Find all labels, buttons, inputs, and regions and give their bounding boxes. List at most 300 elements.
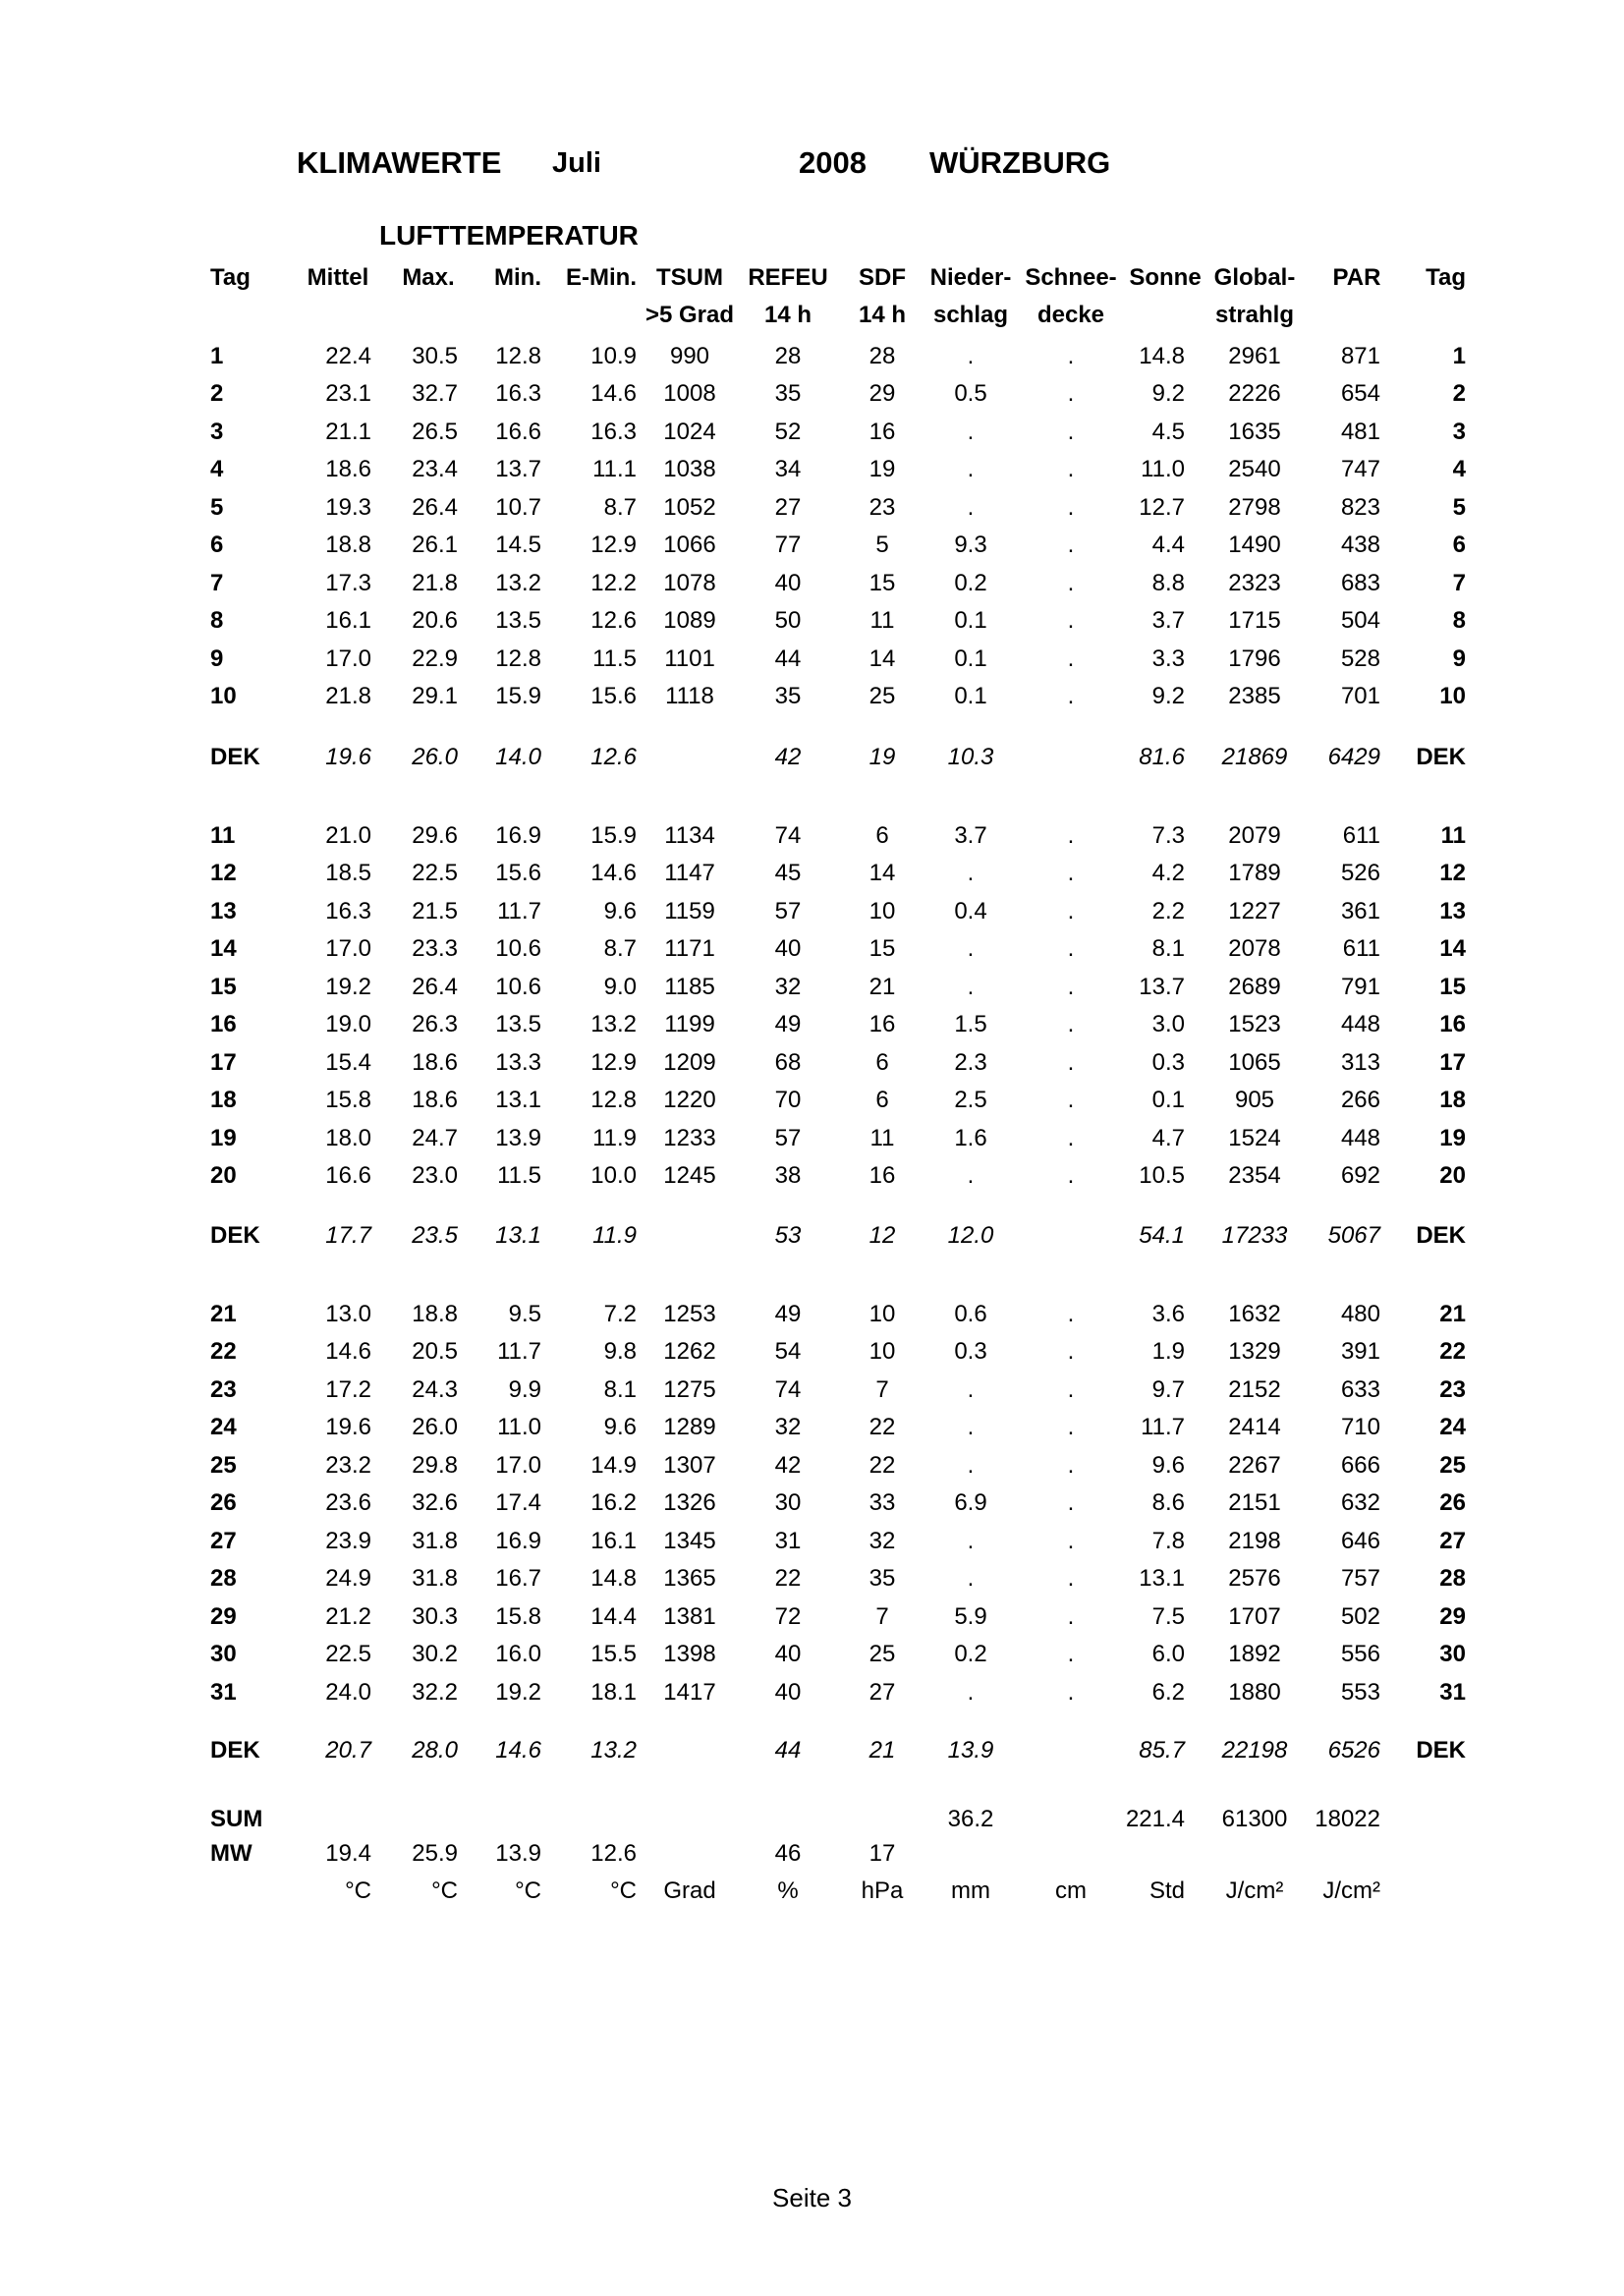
column-header-cell: E-Min. [566, 264, 637, 291]
day-row-cell: 21.1 [325, 419, 371, 445]
day-row-cell: 9.2 [1151, 683, 1185, 709]
day-row-cell: 35 [774, 380, 802, 407]
day-row-cell: 23.3 [412, 935, 458, 962]
day-row-cell: . [1067, 1414, 1075, 1440]
day-row-cell: . [967, 1452, 975, 1479]
sum-row-cell: 221.4 [1125, 1806, 1185, 1832]
day-row-cell: 19.2 [325, 974, 371, 1000]
day-row-cell: 6 [210, 532, 224, 558]
dek-row-cell: 5067 [1327, 1222, 1380, 1249]
day-row-cell: 10 [868, 898, 896, 924]
day-row-cell: 29.1 [412, 683, 458, 709]
dek-row-cell: 28.0 [412, 1737, 458, 1764]
day-row-cell: . [967, 1376, 975, 1403]
day-row-cell: 14.8 [1139, 343, 1185, 369]
day-row-cell: 9.9 [508, 1376, 541, 1403]
day-row-cell: 16.9 [495, 1528, 541, 1554]
day-row-cell: 632 [1340, 1489, 1380, 1516]
day-row-cell: 481 [1340, 419, 1380, 445]
day-row-cell: 16.7 [495, 1565, 541, 1592]
day-row-cell: 2689 [1228, 974, 1281, 1000]
day-row-cell: 15.6 [590, 683, 637, 709]
day-row-cell: 17 [210, 1049, 237, 1076]
day-row-cell: 26.0 [412, 1414, 458, 1440]
dek-row-cell: 17.7 [325, 1222, 371, 1249]
day-row-cell: 1 [1452, 343, 1466, 369]
day-row-cell: . [967, 1414, 975, 1440]
day-row-cell: 0.2 [954, 570, 987, 596]
day-row-cell: 15.8 [495, 1603, 541, 1630]
day-row-cell: 7.2 [603, 1301, 637, 1327]
day-row-cell: 50 [774, 607, 802, 634]
day-row-cell: 29 [868, 380, 896, 407]
day-row-cell: 45 [774, 860, 802, 886]
day-row-cell: 1307 [663, 1452, 716, 1479]
day-row-cell: 7 [875, 1603, 889, 1630]
day-row-cell: 24 [210, 1414, 237, 1440]
day-row-cell: . [1067, 974, 1075, 1000]
day-row-cell: 40 [774, 1641, 802, 1667]
day-row-cell: 11.9 [592, 1125, 637, 1151]
day-row-cell: 22 [774, 1565, 802, 1592]
day-row-cell: 611 [1342, 935, 1380, 962]
day-row-cell: 16.3 [590, 419, 637, 445]
day-row-cell: . [1067, 1528, 1075, 1554]
day-row-cell: 448 [1340, 1125, 1380, 1151]
day-row-cell: 26.4 [412, 974, 458, 1000]
dek-row-cell: 11.9 [592, 1222, 637, 1249]
day-row-cell: 30 [1439, 1641, 1466, 1667]
day-row-cell: 12 [1439, 860, 1466, 886]
day-row-cell: 28 [210, 1565, 237, 1592]
dek-row-cell: 12.6 [590, 744, 637, 770]
day-row-cell: 747 [1340, 456, 1380, 482]
day-row-cell: 0.1 [954, 683, 987, 709]
day-row-cell: 8.7 [603, 935, 637, 962]
day-row-cell: 448 [1340, 1011, 1380, 1037]
day-row-cell: 1892 [1228, 1641, 1281, 1667]
day-row-cell: 10 [868, 1338, 896, 1365]
day-row-cell: 28 [774, 343, 802, 369]
day-row-cell: 9.6 [603, 898, 637, 924]
day-row-cell: 12.8 [495, 343, 541, 369]
column-header-cell: REFEU [748, 264, 828, 291]
day-row-cell: 22.5 [325, 1641, 371, 1667]
day-row-cell: 12.7 [1139, 494, 1185, 521]
day-row-cell: 0.5 [954, 380, 987, 407]
day-row-cell: 24.7 [412, 1125, 458, 1151]
day-row-cell: 77 [774, 532, 802, 558]
units-row-cell: J/cm² [1225, 1877, 1284, 1904]
day-row-cell: 654 [1340, 380, 1380, 407]
column-header-cell: TSUM [656, 264, 723, 291]
units-row-cell: mm [951, 1877, 990, 1904]
day-row-cell: 32 [868, 1528, 896, 1554]
day-row-cell: . [1067, 419, 1075, 445]
day-row-cell: 74 [774, 1376, 802, 1403]
day-row-cell: 11.0 [497, 1414, 541, 1440]
day-row-cell: . [1067, 1338, 1075, 1365]
day-row-cell: 24 [1439, 1414, 1466, 1440]
day-row-cell: 31.8 [412, 1528, 458, 1554]
day-row-cell: 26.4 [412, 494, 458, 521]
day-row-cell: 25 [1439, 1452, 1466, 1479]
day-row-cell: 313 [1340, 1049, 1380, 1076]
day-row-cell: 23.9 [325, 1528, 371, 1554]
day-row-cell: 20.6 [412, 607, 458, 634]
day-row-cell: 24.0 [325, 1679, 371, 1706]
day-row-cell: 710 [1340, 1414, 1380, 1440]
day-row-cell: 19 [210, 1125, 237, 1151]
day-row-cell: 683 [1340, 570, 1380, 596]
day-row-cell: 13.1 [1139, 1565, 1185, 1592]
day-row-cell: 23.4 [412, 456, 458, 482]
day-row-cell: 1220 [663, 1087, 716, 1113]
day-row-cell: 1789 [1228, 860, 1281, 886]
units-row-cell: °C [515, 1877, 541, 1904]
column-subheader-cell: 14 h [858, 302, 907, 328]
day-row-cell: 9.6 [603, 1414, 637, 1440]
day-row-cell: 9.0 [603, 974, 637, 1000]
day-row-cell: 14.4 [590, 1603, 637, 1630]
day-row-cell: 68 [774, 1049, 802, 1076]
day-row-cell: 10 [210, 683, 237, 709]
mw-row-cell: 25.9 [412, 1840, 458, 1867]
day-row-cell: 7 [1452, 570, 1466, 596]
units-row-cell: % [777, 1877, 799, 1904]
day-row-cell: 528 [1340, 645, 1380, 672]
day-row-cell: . [967, 419, 975, 445]
day-row-cell: . [1067, 1489, 1075, 1516]
dek-row-cell: 13.2 [590, 1737, 637, 1764]
day-row-cell: 24.9 [325, 1565, 371, 1592]
day-row-cell: 22.4 [325, 343, 371, 369]
day-row-cell: 29.8 [412, 1452, 458, 1479]
day-row-cell: 791 [1340, 974, 1380, 1000]
day-row-cell: 13.5 [495, 607, 541, 634]
day-row-cell: 5 [875, 532, 889, 558]
day-row-cell: 15 [868, 570, 896, 596]
day-row-cell: 14 [210, 935, 237, 962]
day-row-cell: 30 [210, 1641, 237, 1667]
mw-row-cell: 13.9 [495, 1840, 541, 1867]
day-row-cell: 646 [1340, 1528, 1380, 1554]
day-row-cell: 1289 [663, 1414, 716, 1440]
day-row-cell: 42 [774, 1452, 802, 1479]
dek-row-cell: 85.7 [1139, 1737, 1185, 1764]
column-header-cell: PAR [1332, 264, 1381, 291]
day-row-cell: 13.2 [495, 570, 541, 596]
day-row-cell: . [967, 343, 975, 369]
day-row-cell: 1065 [1228, 1049, 1281, 1076]
day-row-cell: 14.6 [590, 380, 637, 407]
day-row-cell: 823 [1340, 494, 1380, 521]
mw-row-cell: 19.4 [325, 1840, 371, 1867]
day-row-cell: . [1067, 1452, 1075, 1479]
day-row-cell: 40 [774, 570, 802, 596]
day-row-cell: 2.2 [1151, 898, 1185, 924]
day-row-cell: 20.5 [412, 1338, 458, 1365]
day-row-cell: 8.1 [1151, 935, 1185, 962]
day-row-cell: . [967, 1565, 975, 1592]
day-row-cell: 18.8 [325, 532, 371, 558]
day-row-cell: 3.0 [1151, 1011, 1185, 1037]
day-row-cell: . [967, 494, 975, 521]
units-row-cell: °C [345, 1877, 371, 1904]
day-row-cell: 480 [1340, 1301, 1380, 1327]
day-row-cell: 15 [210, 974, 237, 1000]
dek-row-cell: 12.0 [947, 1222, 994, 1249]
day-row-cell: 27 [1439, 1528, 1466, 1554]
day-row-cell: . [967, 974, 975, 1000]
day-row-cell: 6.2 [1151, 1679, 1185, 1706]
day-row-cell: . [1067, 1011, 1075, 1037]
day-row-cell: 16.2 [590, 1489, 637, 1516]
day-row-cell: 9.8 [603, 1338, 637, 1365]
dek-row-cell: DEK [210, 1222, 260, 1249]
day-row-cell: . [1067, 683, 1075, 709]
day-row-cell: 30 [774, 1489, 802, 1516]
day-row-cell: 13.7 [1139, 974, 1185, 1000]
day-row-cell: 905 [1234, 1087, 1275, 1113]
day-row-cell: 1066 [663, 532, 716, 558]
day-row-cell: 14 [868, 645, 896, 672]
day-row-cell: 18.6 [325, 456, 371, 482]
day-row-cell: . [1067, 343, 1075, 369]
day-row-cell: 57 [774, 1125, 802, 1151]
day-row-cell: 1171 [664, 935, 715, 962]
report-title: KLIMAWERTE [297, 145, 502, 180]
dek-row-cell: 44 [774, 1737, 802, 1764]
day-row-cell: 28 [868, 343, 896, 369]
day-row-cell: 21.5 [412, 898, 458, 924]
day-row-cell: 1078 [663, 570, 716, 596]
day-row-cell: . [1067, 1641, 1075, 1667]
day-row-cell: 0.1 [954, 645, 987, 672]
day-row-cell: . [1067, 1087, 1075, 1113]
day-row-cell: 1275 [663, 1376, 716, 1403]
day-row-cell: 19 [868, 456, 896, 482]
day-row-cell: 11 [869, 607, 895, 634]
day-row-cell: 9.3 [954, 532, 987, 558]
dek-row-cell: 54.1 [1139, 1222, 1185, 1249]
day-row-cell: 692 [1340, 1162, 1380, 1189]
day-row-cell: 11.1 [592, 456, 637, 482]
day-row-cell: 13.7 [495, 456, 541, 482]
day-row-cell: 72 [774, 1603, 802, 1630]
day-row-cell: 16 [868, 1011, 896, 1037]
column-header-cell: Tag [1426, 264, 1466, 291]
day-row-cell: 11.5 [592, 645, 637, 672]
day-row-cell: 1.5 [954, 1011, 987, 1037]
day-row-cell: . [1067, 570, 1075, 596]
day-row-cell: 32.7 [412, 380, 458, 407]
day-row-cell: 11 [1440, 822, 1466, 849]
day-row-cell: 12.9 [590, 532, 637, 558]
day-row-cell: 17.0 [325, 935, 371, 962]
day-row-cell: . [1067, 1376, 1075, 1403]
day-row-cell: 14.5 [495, 532, 541, 558]
day-row-cell: 29.6 [412, 822, 458, 849]
day-row-cell: . [1067, 860, 1075, 886]
day-row-cell: 0.1 [954, 607, 987, 634]
day-row-cell: 1147 [664, 860, 715, 886]
day-row-cell: . [967, 935, 975, 962]
day-row-cell: 2079 [1228, 822, 1281, 849]
day-row-cell: 14.6 [590, 860, 637, 886]
day-row-cell: 0.4 [954, 898, 987, 924]
day-row-cell: 2798 [1228, 494, 1281, 521]
day-row-cell: 6.9 [954, 1489, 987, 1516]
day-row-cell: . [1067, 1565, 1075, 1592]
day-row-cell: 10.9 [590, 343, 637, 369]
day-row-cell: 13.3 [495, 1049, 541, 1076]
day-row-cell: . [967, 456, 975, 482]
dek-row-cell: DEK [210, 1737, 260, 1764]
day-row-cell: 16 [868, 1162, 896, 1189]
column-subheader-cell: schlag [932, 302, 1009, 328]
day-row-cell: 21 [210, 1301, 237, 1327]
mw-row-cell: 17 [868, 1840, 896, 1867]
day-row-cell: 26.5 [412, 419, 458, 445]
day-row-cell: 30.2 [412, 1641, 458, 1667]
day-row-cell: 11.7 [497, 898, 541, 924]
day-row-cell: . [967, 1528, 975, 1554]
day-row-cell: 10 [1439, 683, 1466, 709]
units-row-cell: Grad [663, 1877, 716, 1904]
day-row-cell: 1398 [663, 1641, 716, 1667]
day-row-cell: 1199 [664, 1011, 715, 1037]
day-row-cell: 16.3 [325, 898, 371, 924]
day-row-cell: 701 [1340, 683, 1380, 709]
day-row-cell: 2.5 [954, 1087, 987, 1113]
day-row-cell: 13.2 [590, 1011, 637, 1037]
day-row-cell: 22.5 [412, 860, 458, 886]
day-row-cell: 1008 [663, 380, 716, 407]
day-row-cell: 7.5 [1151, 1603, 1185, 1630]
units-row-cell: J/cm² [1322, 1877, 1380, 1904]
sum-row-cell: SUM [210, 1806, 263, 1832]
day-row-cell: 54 [774, 1338, 802, 1365]
day-row-cell: 2198 [1228, 1528, 1281, 1554]
dek-row-cell: DEK [1416, 1737, 1466, 1764]
day-row-cell: 32.2 [412, 1679, 458, 1706]
report-year: 2008 [799, 145, 867, 180]
day-row-cell: 611 [1342, 822, 1380, 849]
day-row-cell: 3.7 [954, 822, 987, 849]
day-row-cell: 26.3 [412, 1011, 458, 1037]
day-row-cell: 1089 [663, 607, 716, 634]
day-row-cell: 1253 [663, 1301, 716, 1327]
day-row-cell: 553 [1340, 1679, 1380, 1706]
day-row-cell: 12.2 [590, 570, 637, 596]
day-row-cell: 1523 [1228, 1011, 1281, 1037]
day-row-cell: 6 [1452, 532, 1466, 558]
column-header-cell: Tag [210, 264, 251, 291]
day-row-cell: 19.6 [325, 1414, 371, 1440]
day-row-cell: 23.1 [325, 380, 371, 407]
day-row-cell: 27 [210, 1528, 237, 1554]
day-row-cell: 9 [1452, 645, 1466, 672]
day-row-cell: 0.3 [954, 1338, 987, 1365]
day-row-cell: 1329 [1228, 1338, 1281, 1365]
day-row-cell: 2576 [1228, 1565, 1281, 1592]
day-row-cell: 57 [774, 898, 802, 924]
day-row-cell: 4.5 [1151, 419, 1185, 445]
day-row-cell: 12.9 [590, 1049, 637, 1076]
mw-row-cell: MW [210, 1840, 252, 1867]
day-row-cell: 3.7 [1151, 607, 1185, 634]
day-row-cell: 11.7 [497, 1338, 541, 1365]
day-row-cell: 7 [210, 570, 224, 596]
day-row-cell: 1233 [663, 1125, 716, 1151]
day-row-cell: 13.0 [325, 1301, 371, 1327]
day-row-cell: 8.8 [1151, 570, 1185, 596]
day-row-cell: 70 [774, 1087, 802, 1113]
day-row-cell: . [1067, 1603, 1075, 1630]
column-header-cell: Max. [402, 264, 455, 291]
day-row-cell: 17.0 [325, 645, 371, 672]
day-row-cell: 22 [1439, 1338, 1466, 1365]
day-row-cell: 25 [868, 683, 896, 709]
day-row-cell: 266 [1340, 1087, 1380, 1113]
day-row-cell: 17.4 [495, 1489, 541, 1516]
column-header-cell: Global- [1213, 264, 1296, 291]
column-subheader-cell: strahlg [1214, 302, 1294, 328]
day-row-cell: 38 [774, 1162, 802, 1189]
day-row-cell: . [967, 1679, 975, 1706]
day-row-cell: 26.1 [412, 532, 458, 558]
day-row-cell: 4.7 [1151, 1125, 1185, 1151]
dek-row-cell: 81.6 [1139, 744, 1185, 770]
dek-row-cell: 6429 [1327, 744, 1380, 770]
dek-row-cell: 19 [868, 744, 896, 770]
day-row-cell: 16.6 [495, 419, 541, 445]
day-row-cell: 3.6 [1151, 1301, 1185, 1327]
day-row-cell: 2267 [1228, 1452, 1281, 1479]
day-row-cell: 1262 [663, 1338, 716, 1365]
day-row-cell: 32 [774, 1414, 802, 1440]
day-row-cell: 13 [210, 898, 237, 924]
day-row-cell: 1038 [663, 456, 716, 482]
day-row-cell: 18.1 [590, 1679, 637, 1706]
day-row-cell: 3.3 [1151, 645, 1185, 672]
day-row-cell: 23.6 [325, 1489, 371, 1516]
day-row-cell: 29 [1439, 1603, 1466, 1630]
report-month: Juli [552, 147, 601, 179]
day-row-cell: 10.6 [495, 935, 541, 962]
day-row-cell: . [1067, 822, 1075, 849]
day-row-cell: 27 [774, 494, 802, 521]
day-row-cell: 21.0 [325, 822, 371, 849]
day-row-cell: 26 [1439, 1489, 1466, 1516]
day-row-cell: 6 [875, 1049, 889, 1076]
units-row-cell: °C [431, 1877, 458, 1904]
day-row-cell: 0.2 [954, 1641, 987, 1667]
day-row-cell: 3 [210, 419, 224, 445]
day-row-cell: 16.0 [495, 1641, 541, 1667]
dek-row-cell: 12 [868, 1222, 896, 1249]
day-row-cell: 1227 [1228, 898, 1281, 924]
column-subheader-cell: >5 Grad [644, 302, 735, 328]
day-row-cell: 22.9 [412, 645, 458, 672]
day-row-cell: 19.0 [325, 1011, 371, 1037]
day-row-cell: 23 [1439, 1376, 1466, 1403]
day-row-cell: 5 [1452, 494, 1466, 521]
day-row-cell: 2.3 [954, 1049, 987, 1076]
day-row-cell: 2226 [1228, 380, 1281, 407]
day-row-cell: 2540 [1228, 456, 1281, 482]
